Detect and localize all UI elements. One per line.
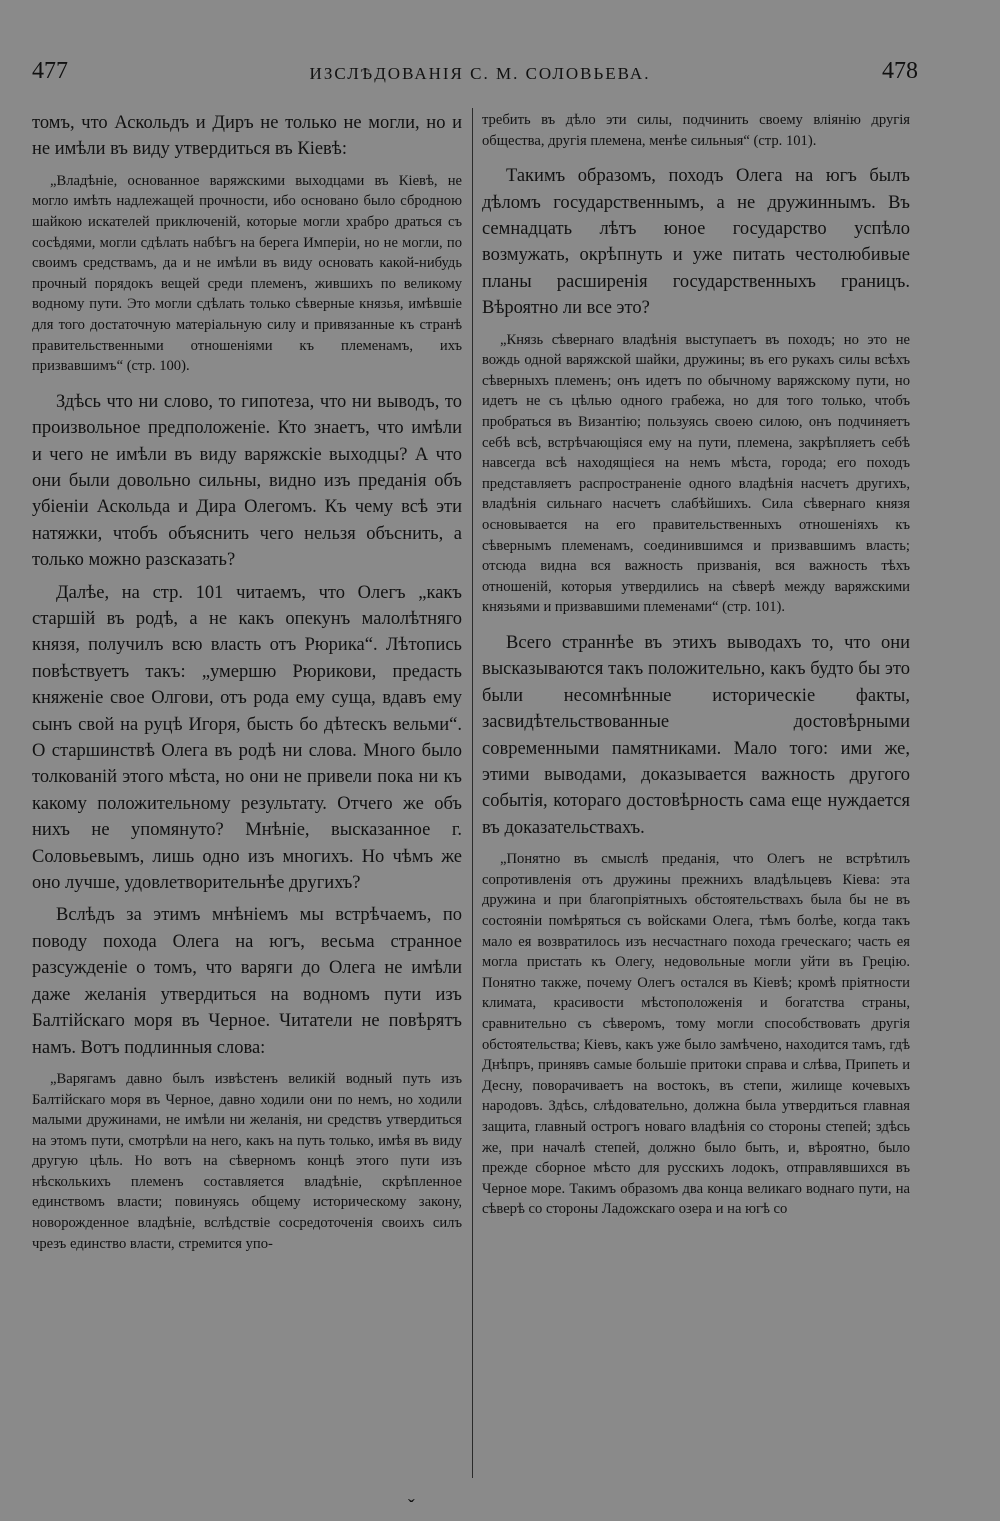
body-paragraph: Вслѣдъ за этимъ мнѣніемъ мы встрѣчаемъ, по поводу похода Олега на югъ, весьма странное разсужденіе о томъ, что варяги до Олега не имѣли даже желанія утвердиться на водномъ пути изъ Балтійскаго моря въ Черное. Читатели не повѣрятъ намъ. Вотъ подлинныя слова: — [32, 905, 462, 1058]
page-number-left: 477 — [32, 58, 68, 84]
column-divider — [472, 108, 473, 1478]
right-column — [482, 110, 910, 1232]
quote-paragraph: „Понятно въ смыслѣ преданія, что Олегъ не встрѣтилъ сопротивленія отъ дружины прежнихъ владѣльцевъ Кіева: эта дружина и при благопріятныхъ обстоятельствахъ была бы не въ состояніи помѣряться съ войсками Олега, тѣмъ болѣе, когда такъ мало ея возвратилось изъ несчастнаго похода греческаго; часть ея могла пристать къ Олегу, недовольные могли уйти въ Грецію. Понятно также, почему Олегъ остался въ Кіевѣ; кромѣ пріятности климата, красивости мѣстоположенія и богатства страны, сравнительно съ сѣверомъ, тому могли способствовать другія обстоятельства; Кіевъ, какъ уже было замѣчено, находится тамъ, гдѣ Днѣпръ, принявъ самые большіе притоки справа и слѣва, Припеть и Десну, поворачиваетъ на востокъ, въ степи, жилище кочевыхъ народовъ. Здѣсь, слѣдовательно, должна была утвердиться главная защита, главный острогъ новаго владѣнія со стороны степей; здѣсь же, при началѣ степей, должно было быть, и, вѣроятно, было прежде сборное мѣсто для русскихъ лодокъ, отправлявшихся въ Черное море. Такимъ образомъ два конца великаго воднаго пути, на сѣверѣ со стороны Ладожскаго озера и на югѣ со — [482, 851, 910, 1218]
body-paragraph: Всего страннѣе въ этихъ выводахъ то, что они высказываются такъ положительно, какъ будто бы это были несомнѣнные историческіе факты, засвидѣтельствованные достовѣрными современными памятниками. Мало того: ими же, этими выводами, доказывается важность другого событія, котораго достовѣрность сама еще нуждается въ доказательствахъ. — [482, 632, 910, 838]
footer-mark: ˇ — [408, 1496, 415, 1518]
body-paragraph: томъ, что Аскольдъ и Диръ не только не могли, но и не имѣли въ виду утвердиться въ Кіевѣ: — [32, 113, 462, 160]
body-paragraph: Далѣе, на стр. 101 читаемъ, что Олегъ „какъ старшій въ родѣ, а не какъ опекунъ малолѣтняго князя, получилъ всю власть отъ Рюрика“. Лѣтопись повѣствуетъ такъ: „умершю Рюрикови, предасть княженіе свое Олгови, отъ рода ему суща, вдавъ ему сынъ свой на руцѣ Игоря, бысть бо дѣтескъ вельми“. О старшинствѣ Олега въ родѣ ни слова. Много было толкованій этого мѣста, но они не привели пока ни къ какому положительному результату. Отчего же объ нихъ не упомянуто? Мнѣніе, высказанное г. Соловьевымъ, лишь одно изъ многихъ. Но чѣмъ же оно лучше, удовлетворительнѣе другихъ? — [32, 582, 462, 894]
left-column — [32, 110, 462, 1266]
page-number-right: 478 — [882, 58, 918, 84]
quote-paragraph: „Варягамъ давно былъ извѣстенъ великій водный путь изъ Балтійскаго моря въ Черное, давно ходили они по немъ, но ходили малыми дружинами, не имѣли ни желанія, ни средствъ утвердиться на этомъ пути, смотрѣли на него, какъ на путь только, имѣя въ виду другую цѣль. Но вотъ на сѣверномъ концѣ этого пути изъ нѣсколькихъ племенъ составляется владѣніе, скрѣпленное единствомъ власти; повинуясь общему историческому закону, новорожденное владѣніе, вслѣдствіе сосредоточенія своихъ силъ чрезъ единство власти, стремится упо- — [32, 1070, 462, 1252]
quote-paragraph: „Князь сѣвернаго владѣнія выступаетъ въ походъ; но это не вождь одной варяжской шайки, дружины; въ его рукахъ силы всѣхъ сѣверныхъ племенъ; онъ идетъ по обычному варяжскому пути, но идетъ не съ цѣлью одного грабежа, но для того только, чтобъ пробраться въ Византію; пользуясь своею силою, онъ подчиняетъ себѣ всѣ, встрѣчающіяся ему на пути, племена, закрѣпляетъ себѣ навсегда всѣ находящіеся на немъ мѣста, города; его походъ представляетъ распространеніе одного владѣнія насчетъ другихъ, владѣнія сильнаго насчетъ слабѣйшихъ. Сила сѣвернаго князя основывается на его правительственныхъ отношеніяхъ къ сѣвернымъ племенамъ, соединившимся и призвавшимъ власть; отсюда видна вся важность призванія, вся важность тѣхъ отношеній, которыя утвердились на сѣверѣ между варяжскими князьями и призвавшими племенами“ (стр. 101). — [482, 331, 910, 616]
body-paragraph: Здѣсь что ни слово, то гипотеза, что ни выводъ, то произвольное предположеніе. Кто знаетъ, что имѣли и чего не имѣли въ виду варяжскіе выходцы? А что они были довольно сильны, видно изъ преданія объ убіеніи Аскольда и Дира Олегомъ. Къ чему всѣ эти натяжки, чтобъ объяснить чего нельзя объснить, а только можно разсказать? — [32, 391, 462, 571]
running-title: ИЗСЛѢДОВАНІЯ С. М. СОЛОВЬЕВА. — [309, 64, 651, 83]
quote-paragraph: требить въ дѣло эти силы, подчинить своему вліянію другія общества, другія племена, менѣе сильныя“ (стр. 101). — [482, 112, 910, 149]
quote-paragraph: „Владѣніе, основанное варяжскими выходцами въ Кіевѣ, не могло имѣть надлежащей прочности, ибо основано было сбродною шайкою искателей приключеній, которые могли храбро драться съ сосѣдями, могли сдѣлать набѣгъ на берега Имперіи, но не могли, по своимъ средствамъ, да и не имѣли въ виду основать какой-нибудь прочный порядокъ вещей среди племенъ, жившихъ по великому водному пути. Это могли сдѣлать только сѣверные князья, имѣвшіе для того достаточную матеріальную силу и привязанные къ странѣ правительственными отношеніями къ племенамъ, ихъ призвавшимъ“ (стр. 100). — [32, 172, 462, 375]
body-paragraph: Такимъ образомъ, походъ Олега на югъ былъ дѣломъ государственнымъ, а не дружиннымъ. Въ семнадцать лѣтъ юное государство успѣло возмужать, окрѣпнуть и уже питать честолюбивые планы расширенія государственныхъ границъ. Вѣроятно ли все это? — [482, 166, 910, 319]
